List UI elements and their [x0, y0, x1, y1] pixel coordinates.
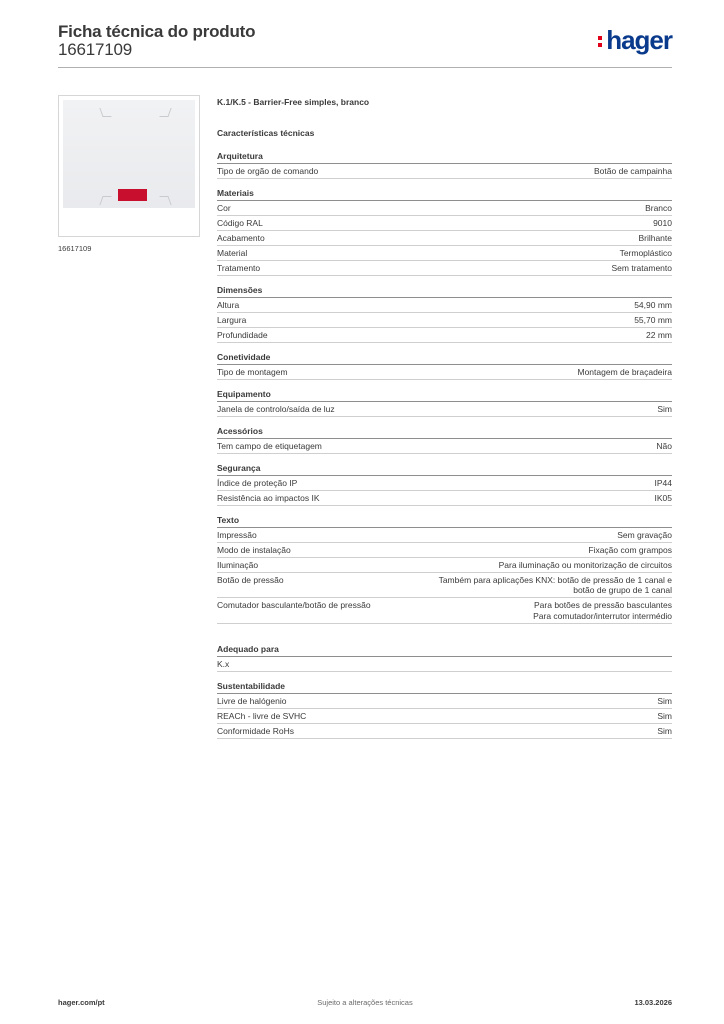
- spec-row: [217, 231, 672, 246]
- section-title: Dimensões: [217, 283, 672, 298]
- spec-value: [655, 478, 673, 488]
- footer-website: hager.com/pt: [58, 998, 105, 1007]
- spec-row: [217, 402, 672, 417]
- switch-plate: [63, 100, 195, 208]
- spec-value-line: Sim: [657, 404, 672, 414]
- spec-row: [217, 491, 672, 506]
- spec-value-line: 54,90 mm: [634, 300, 672, 310]
- spec-value: [657, 696, 672, 706]
- spec-label: Comutador basculante/botão de pressão: [217, 600, 371, 611]
- spec-row: [217, 543, 672, 558]
- spec-row: [217, 598, 672, 623]
- spec-row: [217, 261, 672, 276]
- product-number: 16617109: [58, 40, 133, 59]
- plate-corner-mark: [159, 196, 171, 205]
- spec-value: [638, 233, 672, 243]
- spec-value-line: Para iluminação ou monitorização de circuitos: [498, 560, 672, 570]
- spec-row: [217, 201, 672, 216]
- spec-label: Cor: [217, 203, 231, 213]
- spec-value-line: Sem gravação: [617, 530, 672, 540]
- spec-label: Tratamento: [217, 263, 261, 273]
- spec-label: Janela de controlo/saída de luz: [217, 404, 335, 414]
- spec-value-line: Sim: [657, 710, 672, 721]
- spec-section: [217, 424, 672, 454]
- specification-panel: [217, 95, 672, 739]
- spec-value: [653, 218, 672, 228]
- image-caption: 16617109: [58, 244, 92, 253]
- spec-value-line: Branco: [645, 203, 672, 213]
- spec-label: Resistência ao impactos IK: [217, 493, 320, 503]
- spec-row: [217, 216, 672, 231]
- footer-date: 13.03.2026: [634, 998, 672, 1007]
- spec-value: [657, 726, 672, 736]
- spec-label: Tipo de orgão de comando: [217, 166, 319, 176]
- spec-value-line: 9010: [653, 218, 672, 228]
- spec-value-line: Para botões de pressão basculantes: [534, 600, 672, 611]
- spec-label: Código RAL: [217, 218, 263, 228]
- document-title: Ficha técnica do produto: [58, 22, 256, 41]
- spec-section: [217, 186, 672, 276]
- spec-label: Modo de instalação: [217, 545, 291, 555]
- spec-label: REACh - livre de SVHC: [217, 710, 307, 721]
- section-title: Conetividade: [217, 350, 672, 365]
- logo-text: hager: [606, 25, 672, 55]
- spec-value-line: Sim: [657, 725, 672, 736]
- plate-corner-mark: [159, 108, 171, 117]
- section-title: Texto: [217, 513, 672, 528]
- spec-label: Botão de pressão: [217, 575, 284, 585]
- spec-value: [634, 300, 672, 310]
- section-title: Arquitetura: [217, 149, 672, 164]
- spec-value: [620, 248, 672, 258]
- spec-value-line: IK05: [654, 493, 672, 503]
- spec-value: [439, 575, 672, 596]
- spec-row: [217, 365, 672, 380]
- spec-section: [217, 350, 672, 380]
- spec-value-line: Termoplástico: [619, 248, 672, 258]
- spec-row: [217, 709, 672, 724]
- spec-row: [217, 439, 672, 454]
- spec-value: [634, 315, 672, 325]
- spec-label: Índice de proteção IP: [217, 478, 298, 488]
- spec-value-line: IP44: [654, 478, 672, 488]
- spec-value-line: Não: [656, 441, 672, 451]
- spec-value-line: 22 mm: [646, 330, 672, 340]
- spec-row: [217, 164, 672, 179]
- spec-section: [217, 283, 672, 343]
- spec-row: [217, 476, 672, 491]
- spec-value: [617, 530, 672, 540]
- spec-value: [646, 330, 672, 340]
- red-indicator-window: [118, 189, 147, 201]
- spec-value-line: Também para aplicações KNX: botão de pressão de 1 canal e: [438, 575, 672, 585]
- footer-notice: Sujeito a alterações técnicas: [317, 998, 413, 1007]
- section-title: Acessórios: [217, 424, 672, 439]
- header-divider: [58, 67, 672, 68]
- spec-row: [217, 246, 672, 261]
- spec-value: [657, 404, 672, 414]
- spec-label: Material: [217, 248, 248, 258]
- document-header: [58, 20, 672, 68]
- plate-corner-mark: [99, 196, 111, 205]
- spec-label: Largura: [217, 315, 247, 325]
- logo-dots-icon: [598, 32, 603, 48]
- spec-label: Livre de halógenio: [217, 695, 287, 706]
- spec-value-line: 55,70 mm: [634, 315, 672, 325]
- spec-value: [594, 166, 672, 176]
- document-footer: [58, 998, 672, 1010]
- spec-sections: [217, 149, 672, 739]
- spec-value-line: Brilhante: [638, 233, 672, 243]
- spec-row: [217, 657, 672, 672]
- spec-value: [657, 711, 672, 721]
- spec-section: [217, 149, 672, 179]
- spec-value: [533, 600, 672, 621]
- spec-label: Profundidade: [217, 330, 268, 340]
- spec-label: Tipo de montagem: [217, 367, 288, 377]
- spec-row: [217, 298, 672, 313]
- section-title: Adequado para: [217, 642, 672, 657]
- spec-section: [217, 461, 672, 506]
- spec-row: [217, 694, 672, 709]
- spec-value: [645, 203, 672, 213]
- spec-value: [655, 493, 673, 503]
- spec-section: [217, 387, 672, 417]
- spec-label: Conformidade RoHs: [217, 725, 295, 736]
- spec-label: Iluminação: [217, 560, 259, 570]
- spec-row: [217, 724, 672, 739]
- spec-row: [217, 573, 672, 598]
- spec-value: [656, 441, 672, 451]
- spec-row: [217, 558, 672, 573]
- section-title: Materiais: [217, 186, 672, 201]
- spec-value-line: Montagem de braçadeira: [577, 367, 672, 377]
- spec-section: [217, 513, 672, 624]
- section-title: Sustentabilidade: [217, 679, 672, 694]
- spec-row: [217, 528, 672, 543]
- spec-row: [217, 328, 672, 343]
- section-title: Equipamento: [217, 387, 672, 402]
- spec-heading: Características técnicas: [217, 128, 315, 138]
- spec-value-line: Fixação com grampos: [588, 545, 672, 555]
- spec-value-line: Para comutador/interrutor intermédio: [533, 610, 672, 621]
- product-name: K.1/K.5 - Barrier-Free simples, branco: [217, 97, 370, 107]
- spec-value-line: Botão de campainha: [594, 166, 672, 176]
- spec-label: K.x: [217, 658, 230, 669]
- spec-value: [577, 367, 672, 377]
- spec-row: [217, 313, 672, 328]
- spec-value-line: botão de grupo de 1 canal: [573, 585, 672, 596]
- spec-value: [499, 560, 672, 570]
- spec-section: [217, 679, 672, 739]
- spec-value-line: Sem tratamento: [611, 263, 672, 273]
- plate-corner-mark: [99, 108, 111, 117]
- spec-value-line: Sim: [657, 695, 672, 706]
- spec-label: Tem campo de etiquetagem: [217, 441, 322, 451]
- hager-logo: [598, 27, 672, 53]
- spec-label: Acabamento: [217, 233, 265, 243]
- spec-section: [217, 642, 672, 672]
- spec-value: [588, 545, 672, 555]
- product-image: [58, 95, 200, 237]
- section-title: Segurança: [217, 461, 672, 476]
- spec-label: Impressão: [217, 530, 257, 540]
- spec-value: [612, 263, 672, 273]
- spec-label: Altura: [217, 300, 240, 310]
